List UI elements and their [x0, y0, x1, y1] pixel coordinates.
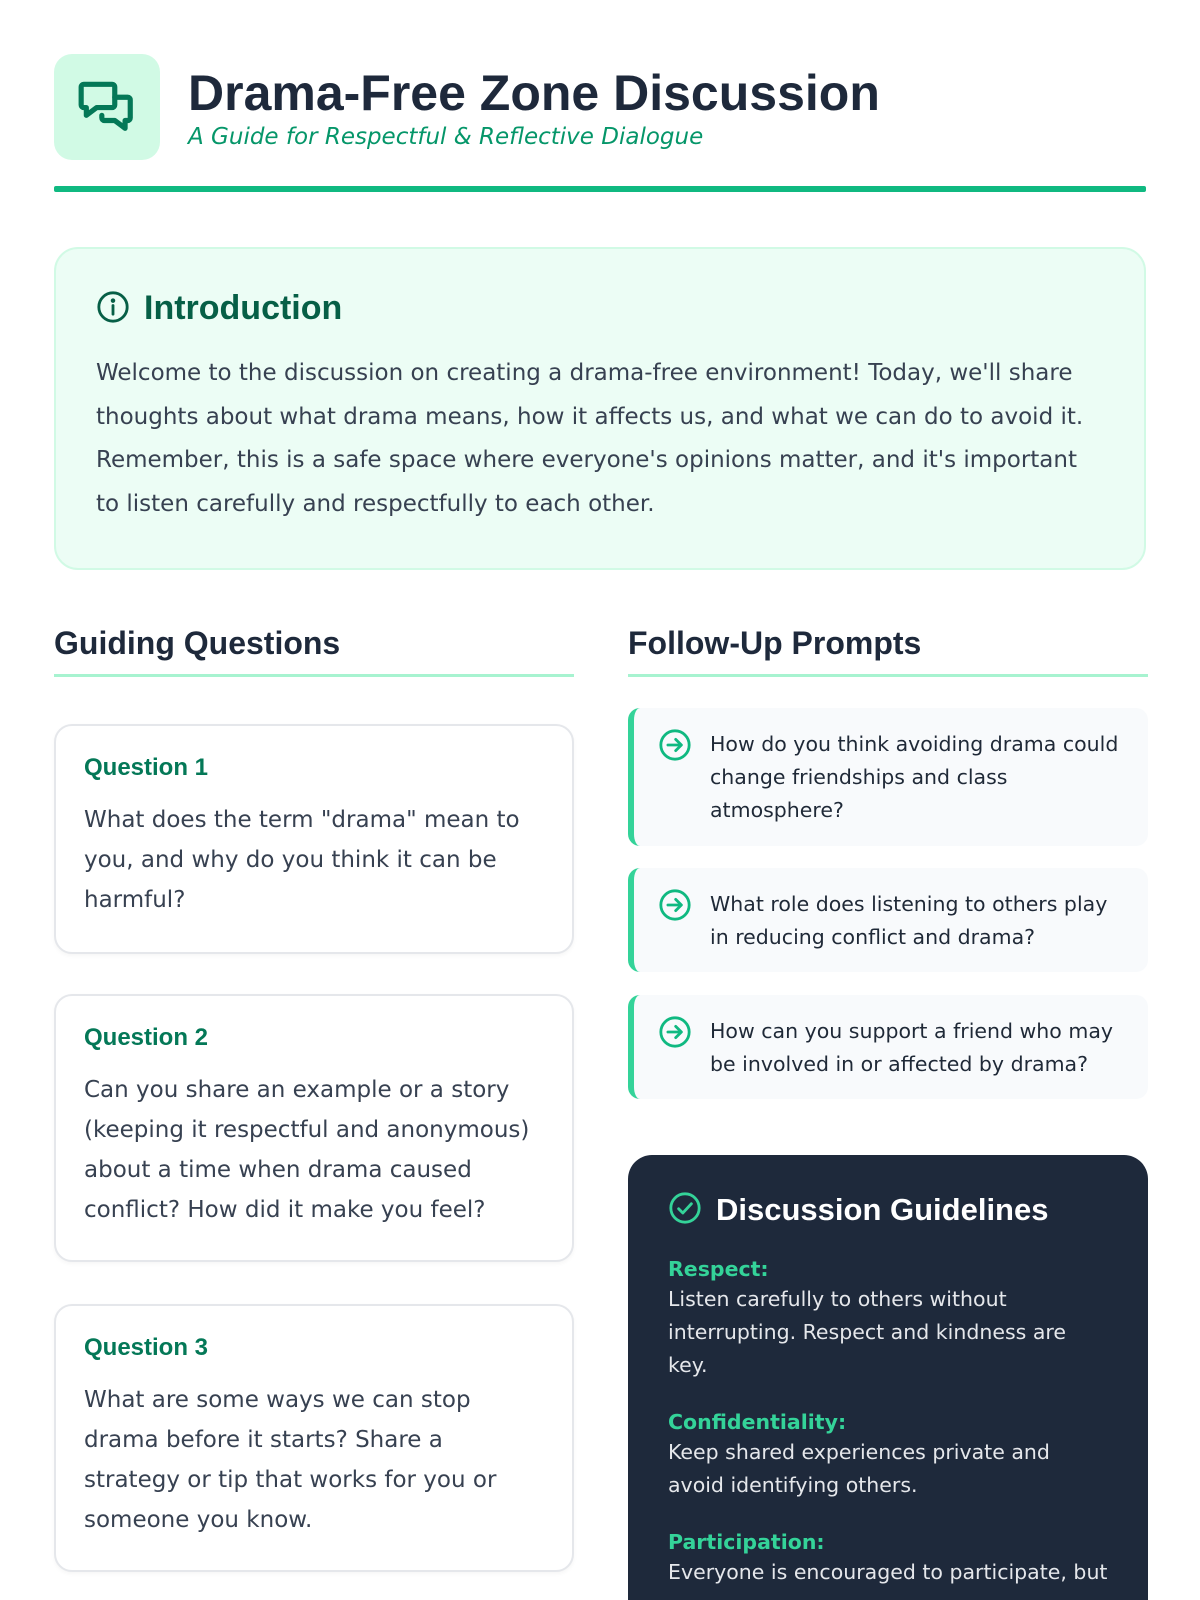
check-circle-icon — [668, 1191, 702, 1229]
question-text: What are some ways we can stop drama before it starts? Share a strategy or tip that works for you or someone you know. — [84, 1387, 497, 1533]
question-label: Question 1 — [84, 754, 209, 781]
arrow-circle-right-icon — [658, 1015, 692, 1053]
question-label: Question 3 — [84, 1334, 209, 1361]
follow-up-prompts-heading: Follow-Up Prompts — [628, 625, 1148, 677]
intro-text: Welcome to the discussion on creating a drama-free environment! Today, we'll share thoughts about what drama means, how it affects us, and what we can do to avoid it. Remember, this is a safe space where everyone's opinions matter, and it's important to listen carefully and respectfully to each other. — [96, 360, 1084, 517]
guideline-label: Respect: — [668, 1257, 769, 1281]
question-card — [54, 994, 574, 1262]
page-title: Drama-Free Zone Discussion — [188, 65, 880, 121]
prompt-item — [628, 995, 1148, 1099]
prompt-text: What role does listening to others play in reducing conflict and drama? — [710, 892, 1108, 949]
prompt-text: How can you support a friend who may be involved in or affected by drama? — [710, 1019, 1114, 1076]
guiding-questions-heading: Guiding Questions — [54, 625, 574, 677]
question-card — [54, 1304, 574, 1572]
guideline-item — [668, 1410, 1108, 1502]
header-divider — [54, 186, 1146, 192]
info-icon — [96, 290, 130, 328]
question-text: What does the term "drama" mean to you, and why do you think it can be harmful? — [84, 807, 520, 913]
guideline-text: Keep shared experiences private and avoid identifying others. — [668, 1440, 1050, 1497]
intro-title: Introduction — [144, 289, 343, 327]
guideline-item — [668, 1530, 1108, 1589]
arrow-circle-right-icon — [658, 728, 692, 766]
guideline-text: Everyone is encouraged to participate, but — [668, 1560, 1108, 1584]
prompt-item — [628, 708, 1148, 846]
page-subtitle: A Guide for Respectful & Reflective Dialogue — [188, 124, 704, 150]
guideline-label: Participation: — [668, 1530, 825, 1554]
guidelines-title: Discussion Guidelines — [716, 1192, 1049, 1227]
guideline-label: Confidentiality: — [668, 1410, 847, 1434]
question-card — [54, 724, 574, 954]
header — [54, 0, 1146, 160]
intro-panel — [54, 247, 1146, 570]
prompt-text: How do you think avoiding drama could change friendships and class atmosphere? — [710, 732, 1119, 822]
guidelines-panel — [628, 1155, 1148, 1600]
guideline-item — [668, 1257, 1108, 1382]
arrow-circle-right-icon — [658, 888, 692, 926]
question-label: Question 2 — [84, 1024, 209, 1051]
question-text: Can you share an example or a story (keeping it respectful and anonymous) about a time when drama caused conflict? How did it make you feel? — [84, 1077, 530, 1223]
guideline-text: Listen carefully to others without interrupting. Respect and kindness are key. — [668, 1287, 1066, 1377]
chat-bubbles-icon — [76, 74, 138, 140]
logo-tile — [54, 54, 160, 160]
prompt-item — [628, 868, 1148, 972]
